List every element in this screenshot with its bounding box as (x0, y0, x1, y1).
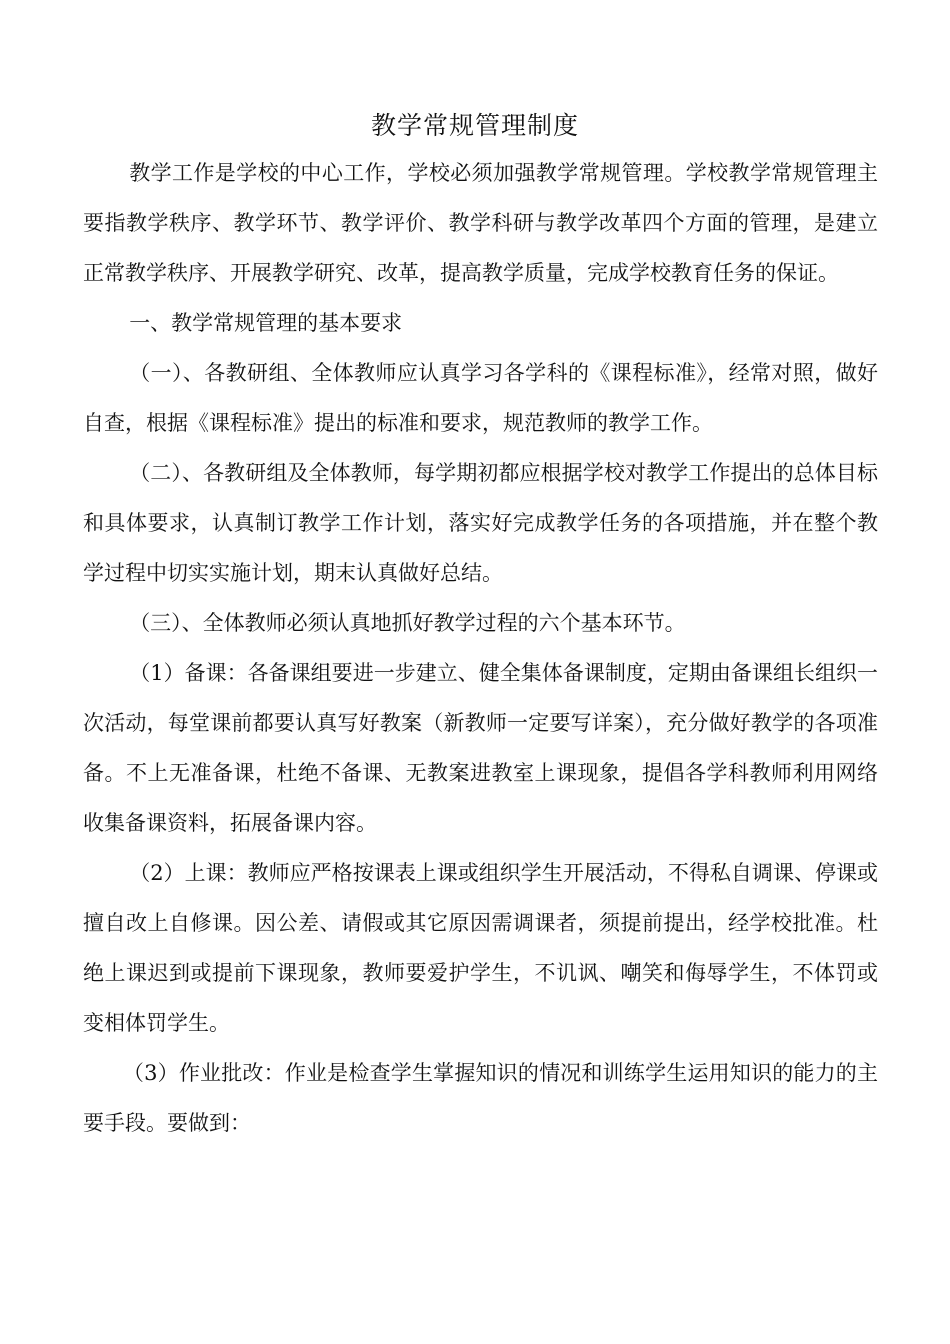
document-body (83, 148, 878, 1148)
paragraph-item-3: （三）、全体教师必须认真地抓好教学过程的六个基本环节。 (129, 611, 686, 635)
paragraph-item-2: （二）、各教研组及全体教师，每学期初都应根据学校对教学工作提出的总体目标和具体要求，认真制订教学工作计划，落实好完成教学任务的各项措施，并在整个教学过程中切实实施计划，期末认真做好总结。 (83, 461, 878, 585)
paragraph-teaching: （2）上课：教师应严格按课表上课或组织学生开展活动，不得私自调课、停课或擅自改上自修课。因公差、请假或其它原因需调课者，须提前提出，经学校批准。杜绝上课迟到或提前下课现象，教师要爱护学生，不讥讽、嘲笑和侮辱学生，不体罚或变相体罚学生。 (83, 861, 878, 1035)
section-heading-basic-requirements: 一、教学常规管理的基本要求 (129, 311, 403, 335)
paragraph-homework: （3）作业批改：作业是检查学生掌握知识的情况和训练学生运用知识的能力的主要手段。要做到： (83, 1061, 878, 1135)
paragraph-lesson-prep: （1）备课：各备课组要进一步建立、健全集体备课制度，定期由备课组长组织一次活动，每堂课前都要认真写好教案（新教师一定要写详案），充分做好教学的各项准备。不上无准备课，杜绝不备课、无教案进教室上课现象，提倡各学科教师利用网络收集备课资料，拓展备课内容。 (83, 661, 878, 835)
document-title: 教学常规管理制度 (370, 111, 579, 140)
paragraph-item-1: （一）、各教研组、全体教师应认真学习各学科的《课程标准》，经常对照，做好自查，根据《课程标准》提出的标准和要求，规范教师的教学工作。 (83, 361, 878, 435)
paragraph-intro: 教学工作是学校的中心工作，学校必须加强教学常规管理。学校教学常规管理主要指教学秩序、教学环节、教学评价、教学科研与教学改革四个方面的管理，是建立正常教学秩序、开展教学研究、改革，提高教学质量，完成学校教育任务的保证。 (83, 161, 878, 285)
